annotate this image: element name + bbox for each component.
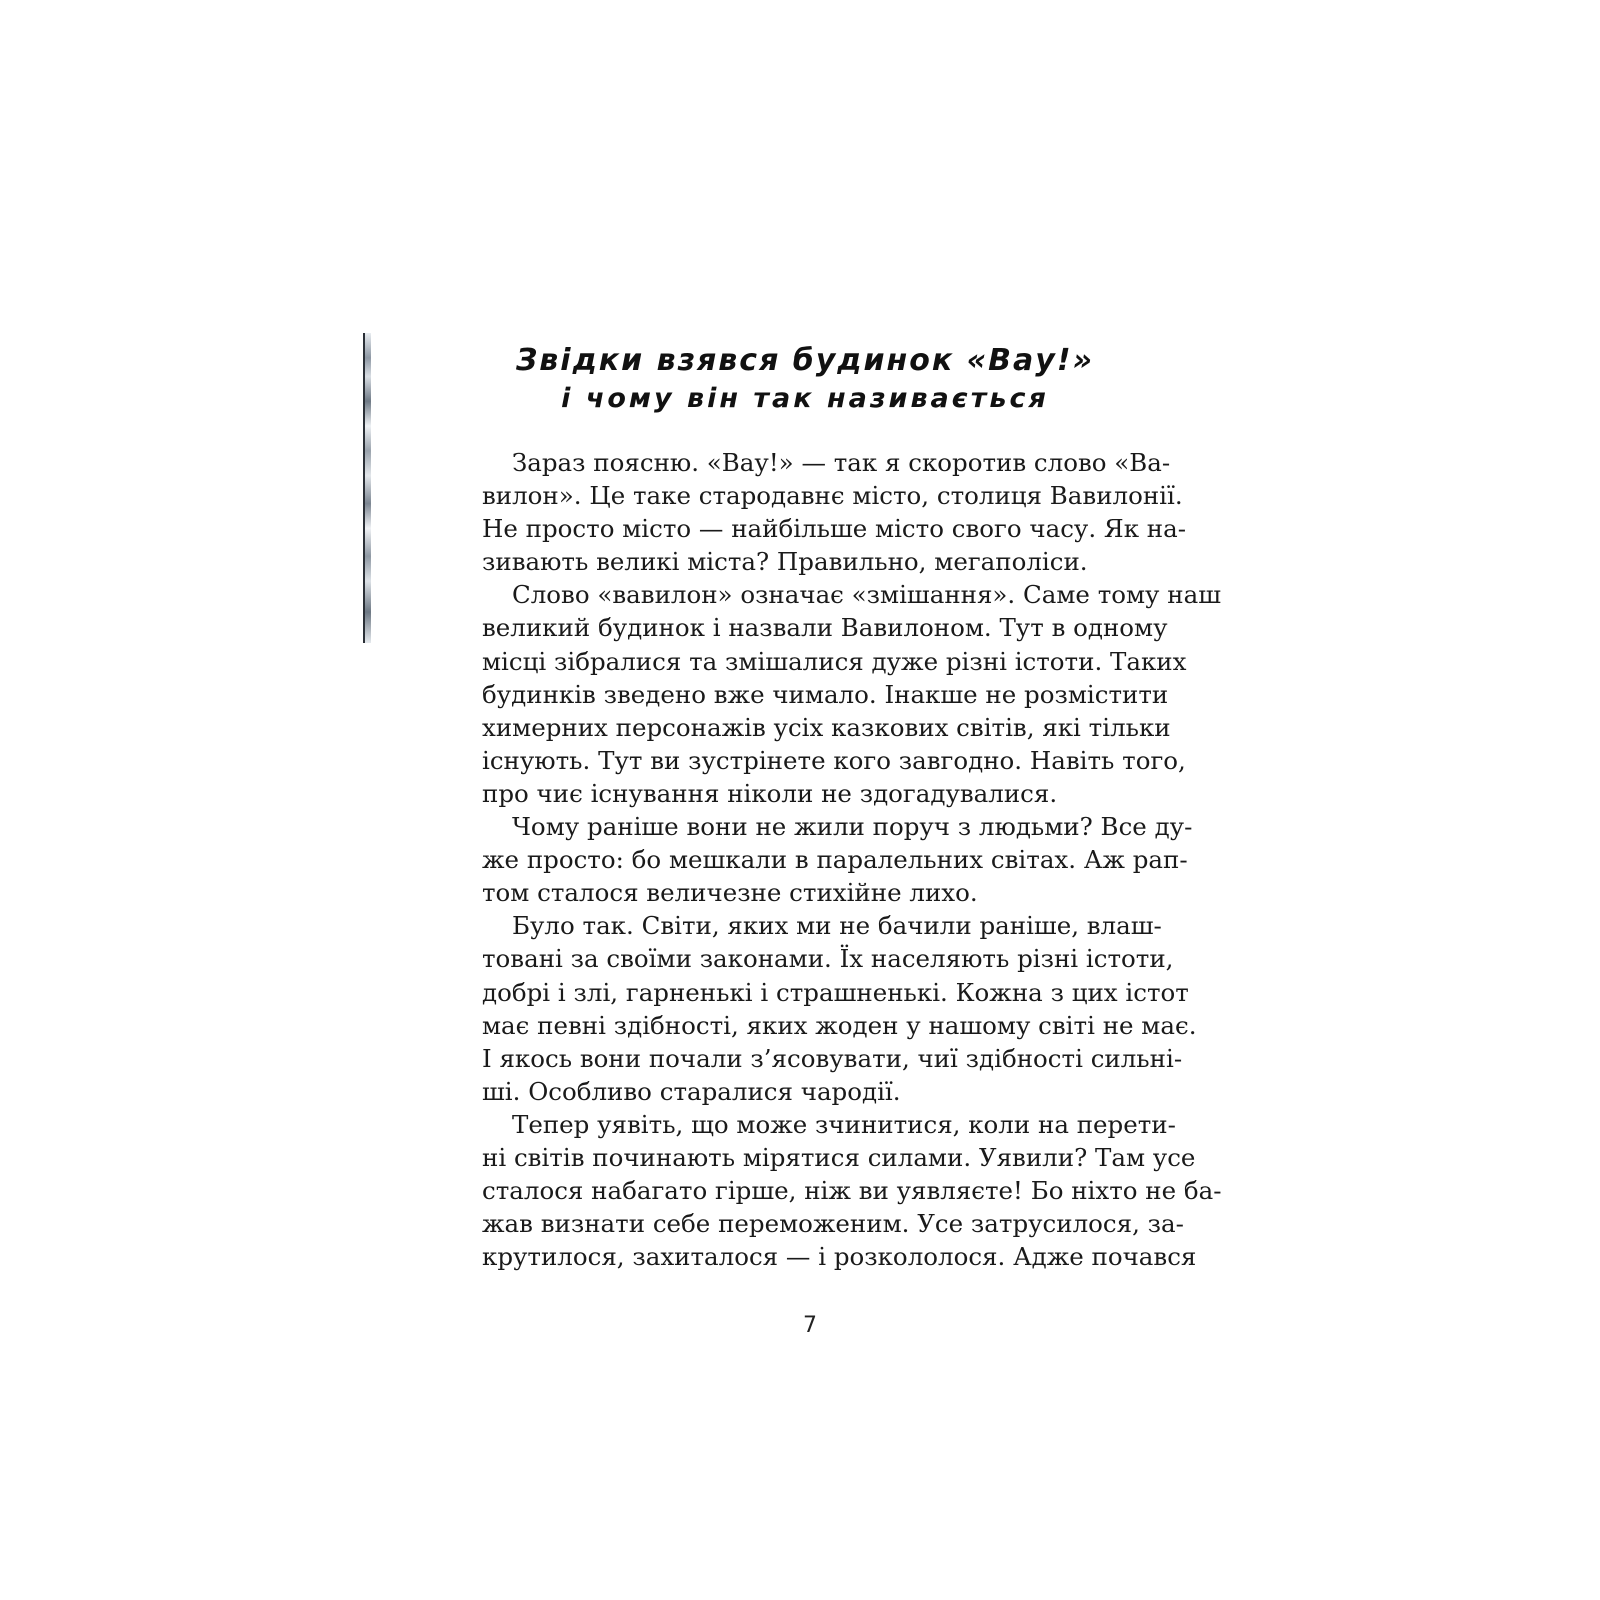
text-line: вилон». Це таке стародавнє місто, столиця Вавилонії. (482, 481, 1183, 511)
text-line: Тепер уявіть, що може зчинитися, коли на перети- (512, 1109, 1176, 1139)
text-line: Не просто місто — найбільше місто свого часу. Як на- (482, 514, 1187, 544)
text-line: ші. Особливо старалися чародії. (482, 1076, 901, 1106)
chapter-title (470, 342, 1140, 418)
text-line: добрі і злі, гарненькі і страшненькі. Кожна з цих істот (482, 977, 1189, 1007)
text-line: жав визнати себе переможеним. Усе затрусилося, за- (482, 1209, 1184, 1239)
page-number: 7 (803, 1313, 817, 1338)
text-line: будинків зведено вже чимало. Інакше не розмістити (482, 679, 1169, 709)
text-line: Слово «вавилон» означає «змішання». Саме тому наш (512, 580, 1221, 610)
text-line: про чиє існування ніколи не здогадувалися. (482, 778, 1058, 808)
text-line: існують. Тут ви зустрінете кого завгодно. Навіть того, (482, 745, 1186, 775)
text-line: товані за своїми законами. Їх населяють різні істоти, (482, 944, 1174, 974)
text-line: том сталося величезне стихійне лихо. (482, 878, 978, 908)
text-line: сталося набагато гірше, ніж ви уявляєте! Бо ніхто не ба- (482, 1176, 1222, 1206)
text-line: великий будинок і назвали Вавилоном. Тут в одному (482, 613, 1168, 643)
text-line: крутилося, захиталося — і розкололося. Адже почався (482, 1242, 1197, 1272)
page-edge-illustration-strip (363, 333, 371, 643)
text-line: химерних персонажів усіх казкових світів, які тільки (482, 712, 1171, 742)
chapter-title-line-2: і чому він так називається (561, 383, 1049, 414)
text-line: Зараз поясню. «Вау!» — так я скоротив слово «Ва- (512, 448, 1171, 477)
text-line: має певні здібності, яких жоден у нашому світі не має. (482, 1010, 1197, 1040)
text-line: Чому раніше вони не жили поруч з людьми? Все ду- (512, 812, 1193, 842)
chapter-title-line-1: Звідки взявся будинок «Вау!» (515, 343, 1095, 378)
text-line: зивають великі міста? Правильно, мегаполіси. (482, 547, 1088, 577)
text-line: місці зібралися та змішалися дуже різні істоти. Таких (482, 646, 1187, 676)
text-line: І якось вони почали з’ясовувати, чиї здібності сильні- (482, 1043, 1183, 1073)
body-text (482, 446, 1222, 1273)
text-line: ні світів починають мірятися силами. Уявили? Там усе (482, 1142, 1196, 1172)
text-line: же просто: бо мешкали в паралельних світах. Аж рап- (482, 845, 1188, 875)
text-line: Було так. Світи, яких ми не бачили раніше, влаш- (512, 911, 1162, 941)
